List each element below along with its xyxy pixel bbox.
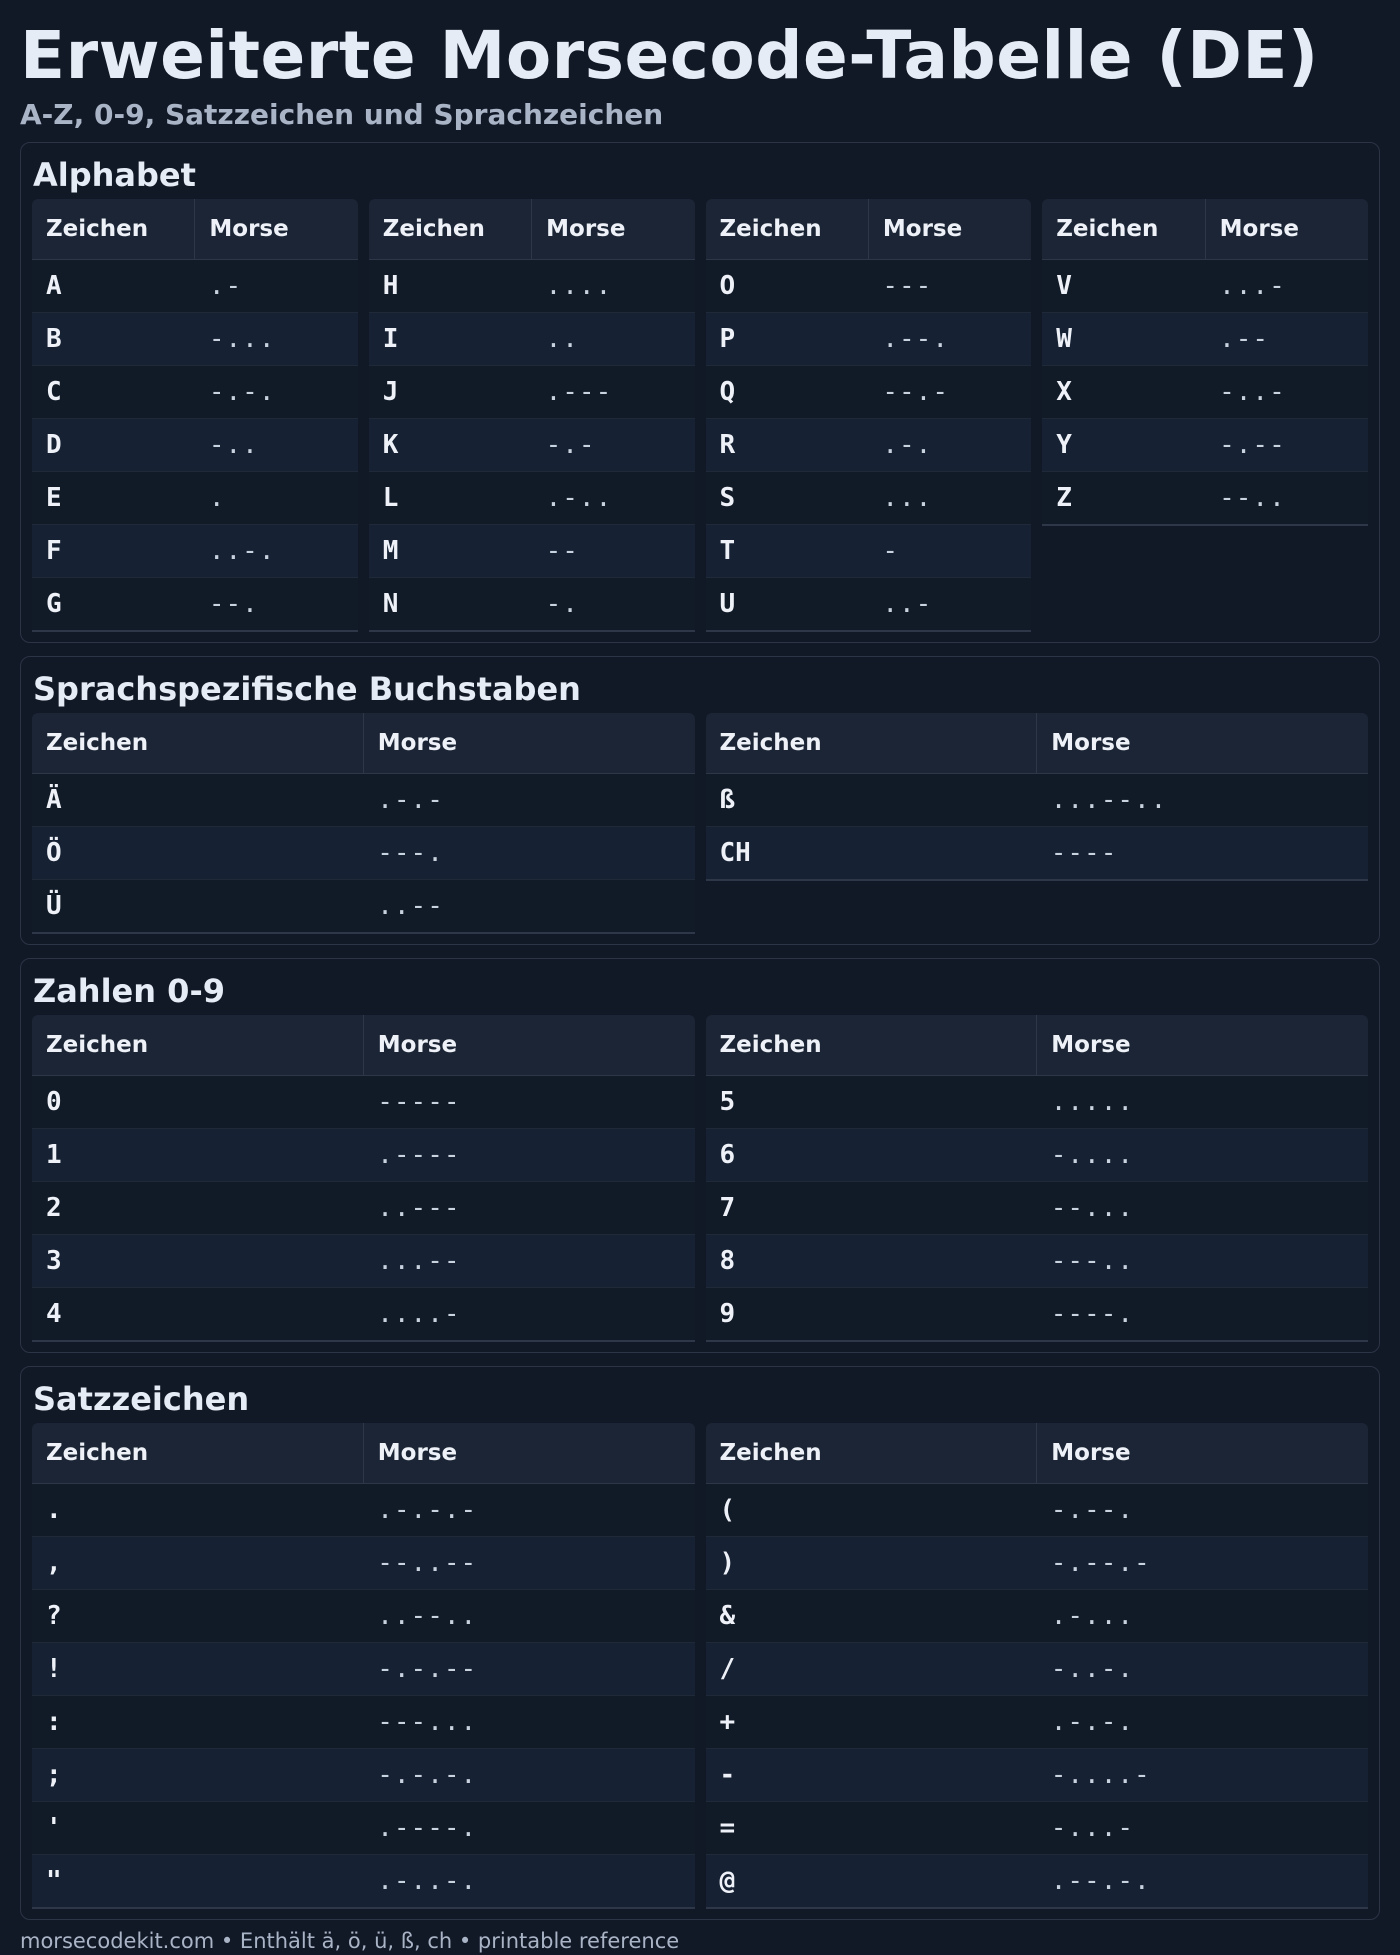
morse-cell: -.-.-. (363, 1749, 694, 1802)
column-header-morse: Morse (1037, 713, 1368, 774)
column-header-morse: Morse (1037, 1423, 1368, 1484)
morse-cell: .-.- (363, 774, 694, 827)
char-cell: 5 (706, 1076, 1037, 1129)
table-row (706, 1288, 1369, 1342)
table-header-row (369, 199, 695, 260)
char-cell: E (32, 472, 195, 525)
table-row (706, 1129, 1369, 1182)
table-row (706, 1537, 1369, 1590)
table-row (369, 419, 695, 472)
char-cell: . (32, 1484, 363, 1537)
morse-cell: ---... (363, 1696, 694, 1749)
table-header-row (32, 1015, 695, 1076)
table-row (369, 313, 695, 366)
morse-cell: ---- (1037, 827, 1368, 881)
char-cell: 3 (32, 1235, 363, 1288)
morse-table (32, 1015, 695, 1342)
morse-cell: - (868, 525, 1031, 578)
table-header-row (706, 713, 1369, 774)
column-header-morse: Morse (195, 199, 358, 260)
table-row (706, 774, 1369, 827)
table-row (32, 419, 358, 472)
morse-cell: -.-.-- (363, 1643, 694, 1696)
morse-cell: .-. (868, 419, 1031, 472)
char-cell: 9 (706, 1288, 1037, 1342)
char-cell: Z (1042, 472, 1205, 526)
column-header-char: Zeichen (1042, 199, 1205, 260)
morse-table (1042, 199, 1368, 526)
table-row (32, 1537, 695, 1590)
column-header-char: Zeichen (32, 199, 195, 260)
char-cell: Ö (32, 827, 363, 880)
column-header-char: Zeichen (706, 1015, 1037, 1076)
table-row (32, 313, 358, 366)
table-header-row (32, 1423, 695, 1484)
morse-cell: ...-- (363, 1235, 694, 1288)
column-header-morse: Morse (363, 713, 694, 774)
morse-cell: .-... (1037, 1590, 1368, 1643)
morse-cell: ..-- (363, 880, 694, 934)
char-cell: B (32, 313, 195, 366)
table-row (32, 1182, 695, 1235)
table-row (32, 260, 358, 313)
morse-cell: .-..-. (363, 1855, 694, 1909)
table-grid (32, 1015, 1368, 1342)
table-row (706, 1696, 1369, 1749)
char-cell: & (706, 1590, 1037, 1643)
morse-table (32, 1423, 695, 1909)
morse-cell: .-- (1205, 313, 1368, 366)
table-header-row (32, 199, 358, 260)
char-cell: ? (32, 1590, 363, 1643)
char-cell: S (706, 472, 869, 525)
morse-cell: -...- (1037, 1802, 1368, 1855)
char-cell: 4 (32, 1288, 363, 1342)
morse-cell: ...- (1205, 260, 1368, 313)
char-cell: H (369, 260, 532, 313)
table-row (32, 1288, 695, 1342)
column-header-morse: Morse (363, 1015, 694, 1076)
morse-cell: -....- (1037, 1749, 1368, 1802)
table-row (1042, 366, 1368, 419)
char-cell: 0 (32, 1076, 363, 1129)
section-title: Alphabet (33, 156, 196, 194)
table-row (32, 1749, 695, 1802)
section (20, 142, 1380, 643)
morse-cell: -..- (1205, 366, 1368, 419)
column-header-char: Zeichen (706, 199, 869, 260)
char-cell: U (706, 578, 869, 632)
char-cell: V (1042, 260, 1205, 313)
column-header-morse: Morse (1037, 1015, 1368, 1076)
morse-cell: ..-. (195, 525, 358, 578)
char-cell: T (706, 525, 869, 578)
section-title: Zahlen 0-9 (33, 972, 225, 1010)
table-row (32, 1802, 695, 1855)
morse-table (32, 199, 358, 632)
table-row (32, 1590, 695, 1643)
char-cell: ) (706, 1537, 1037, 1590)
char-cell: ( (706, 1484, 1037, 1537)
table-row (32, 1643, 695, 1696)
table-row (1042, 313, 1368, 366)
table-header-row (706, 1015, 1369, 1076)
char-cell: @ (706, 1855, 1037, 1909)
morse-cell: ..--- (363, 1182, 694, 1235)
char-cell: ; (32, 1749, 363, 1802)
table-row (369, 472, 695, 525)
char-cell: : (32, 1696, 363, 1749)
char-cell: ' (32, 1802, 363, 1855)
table-row (32, 1129, 695, 1182)
table-row (706, 313, 1032, 366)
morse-cell: --. (195, 578, 358, 632)
morse-cell: --..-- (363, 1537, 694, 1590)
table-grid (32, 713, 1368, 934)
morse-cell: ---. (363, 827, 694, 880)
table-row (1042, 260, 1368, 313)
table-row (706, 1855, 1369, 1909)
morse-cell: .-.. (532, 472, 695, 525)
table-row (706, 1235, 1369, 1288)
morse-cell: -- (532, 525, 695, 578)
column-header-char: Zeichen (706, 713, 1037, 774)
column-header-morse: Morse (1205, 199, 1368, 260)
morse-cell: --... (1037, 1182, 1368, 1235)
morse-table (369, 199, 695, 632)
table-row (706, 1802, 1369, 1855)
table-row (706, 1484, 1369, 1537)
table-row (32, 1235, 695, 1288)
char-cell: ! (32, 1643, 363, 1696)
morse-cell: -.--.- (1037, 1537, 1368, 1590)
char-cell: P (706, 313, 869, 366)
section (20, 656, 1380, 945)
morse-cell: . (195, 472, 358, 525)
column-header-morse: Morse (532, 199, 695, 260)
morse-cell: .. (532, 313, 695, 366)
column-header-char: Zeichen (32, 1423, 363, 1484)
column-header-char: Zeichen (706, 1423, 1037, 1484)
char-cell: = (706, 1802, 1037, 1855)
section (20, 1366, 1380, 1920)
char-cell: CH (706, 827, 1037, 881)
char-cell: C (32, 366, 195, 419)
morse-cell: ..--.. (363, 1590, 694, 1643)
table-header-row (32, 713, 695, 774)
table-row (706, 827, 1369, 881)
table-row (32, 1076, 695, 1129)
column-header-morse: Morse (868, 199, 1031, 260)
morse-cell: -.... (1037, 1129, 1368, 1182)
morse-cell: .... (532, 260, 695, 313)
section-title: Sprachspezifische Buchstaben (33, 670, 581, 708)
morse-cell: -..-. (1037, 1643, 1368, 1696)
morse-cell: --- (868, 260, 1031, 313)
column-header-char: Zeichen (32, 1015, 363, 1076)
char-cell: Q (706, 366, 869, 419)
table-header-row (1042, 199, 1368, 260)
char-cell: W (1042, 313, 1205, 366)
morse-cell: --.- (868, 366, 1031, 419)
table-row (32, 366, 358, 419)
table-grid (32, 1423, 1368, 1909)
char-cell: + (706, 1696, 1037, 1749)
table-row (369, 525, 695, 578)
column-header-char: Zeichen (369, 199, 532, 260)
char-cell: X (1042, 366, 1205, 419)
morse-cell: ....- (363, 1288, 694, 1342)
morse-table (706, 1423, 1369, 1909)
morse-cell: .--.-. (1037, 1855, 1368, 1909)
morse-cell: -.-. (195, 366, 358, 419)
char-cell: 7 (706, 1182, 1037, 1235)
morse-cell: -.--. (1037, 1484, 1368, 1537)
table-row (32, 578, 358, 632)
morse-cell: .----. (363, 1802, 694, 1855)
table-row (369, 260, 695, 313)
char-cell: D (32, 419, 195, 472)
morse-cell: ----- (363, 1076, 694, 1129)
char-cell: Ü (32, 880, 363, 934)
char-cell: ß (706, 774, 1037, 827)
table-row (32, 525, 358, 578)
char-cell: R (706, 419, 869, 472)
morse-cell: ..... (1037, 1076, 1368, 1129)
section (20, 958, 1380, 1353)
char-cell: N (369, 578, 532, 632)
page-subtitle: A-Z, 0-9, Satzzeichen und Sprachzeichen (20, 98, 664, 131)
char-cell: J (369, 366, 532, 419)
morse-cell: .-.-.- (363, 1484, 694, 1537)
char-cell: L (369, 472, 532, 525)
char-cell: / (706, 1643, 1037, 1696)
char-cell: I (369, 313, 532, 366)
column-header-char: Zeichen (32, 713, 363, 774)
table-row (32, 1484, 695, 1537)
table-row (1042, 472, 1368, 526)
sections-container (20, 142, 1380, 1920)
char-cell: M (369, 525, 532, 578)
morse-cell: .- (195, 260, 358, 313)
char-cell: 8 (706, 1235, 1037, 1288)
table-header-row (706, 199, 1032, 260)
char-cell: Ä (32, 774, 363, 827)
morse-cell: ---.. (1037, 1235, 1368, 1288)
column-header-morse: Morse (363, 1423, 694, 1484)
table-row (1042, 419, 1368, 472)
char-cell: K (369, 419, 532, 472)
table-row (706, 472, 1032, 525)
table-row (32, 880, 695, 934)
morse-table (706, 713, 1369, 881)
morse-cell: -... (195, 313, 358, 366)
table-row (32, 774, 695, 827)
morse-cell: .---- (363, 1129, 694, 1182)
morse-cell: --.. (1205, 472, 1368, 526)
table-row (32, 1696, 695, 1749)
morse-cell: -.- (532, 419, 695, 472)
char-cell: A (32, 260, 195, 313)
morse-cell: ... (868, 472, 1031, 525)
table-row (706, 578, 1032, 632)
table-header-row (706, 1423, 1369, 1484)
section-title: Satzzeichen (33, 1380, 250, 1418)
table-row (706, 1182, 1369, 1235)
table-row (706, 1749, 1369, 1802)
morse-cell: ----. (1037, 1288, 1368, 1342)
table-row (706, 1643, 1369, 1696)
morse-table (32, 713, 695, 934)
morse-cell: .--- (532, 366, 695, 419)
morse-cell: -.-- (1205, 419, 1368, 472)
morse-cell: ..- (868, 578, 1031, 632)
char-cell: 2 (32, 1182, 363, 1235)
table-row (706, 525, 1032, 578)
table-row (369, 366, 695, 419)
morse-table (706, 1015, 1369, 1342)
footer: morsecodekit.com • Enthält ä, ö, ü, ß, ch • printable reference (20, 1929, 680, 1953)
char-cell: 1 (32, 1129, 363, 1182)
morse-cell: -. (532, 578, 695, 632)
morse-cell: ...--.. (1037, 774, 1368, 827)
char-cell: Y (1042, 419, 1205, 472)
table-row (706, 366, 1032, 419)
page-title: Erweiterte Morsecode-Tabelle (DE) (20, 17, 1319, 94)
table-row (32, 1855, 695, 1909)
table-row (706, 1590, 1369, 1643)
table-grid (32, 199, 1368, 632)
morse-table (706, 199, 1032, 632)
char-cell: F (32, 525, 195, 578)
char-cell: - (706, 1749, 1037, 1802)
char-cell: G (32, 578, 195, 632)
morse-cell: -.. (195, 419, 358, 472)
table-row (32, 472, 358, 525)
char-cell: " (32, 1855, 363, 1909)
table-row (369, 578, 695, 632)
char-cell: 6 (706, 1129, 1037, 1182)
table-row (32, 827, 695, 880)
char-cell: O (706, 260, 869, 313)
morse-cell: .-.-. (1037, 1696, 1368, 1749)
morse-cell: .--. (868, 313, 1031, 366)
table-row (706, 260, 1032, 313)
table-row (706, 1076, 1369, 1129)
char-cell: , (32, 1537, 363, 1590)
table-row (706, 419, 1032, 472)
